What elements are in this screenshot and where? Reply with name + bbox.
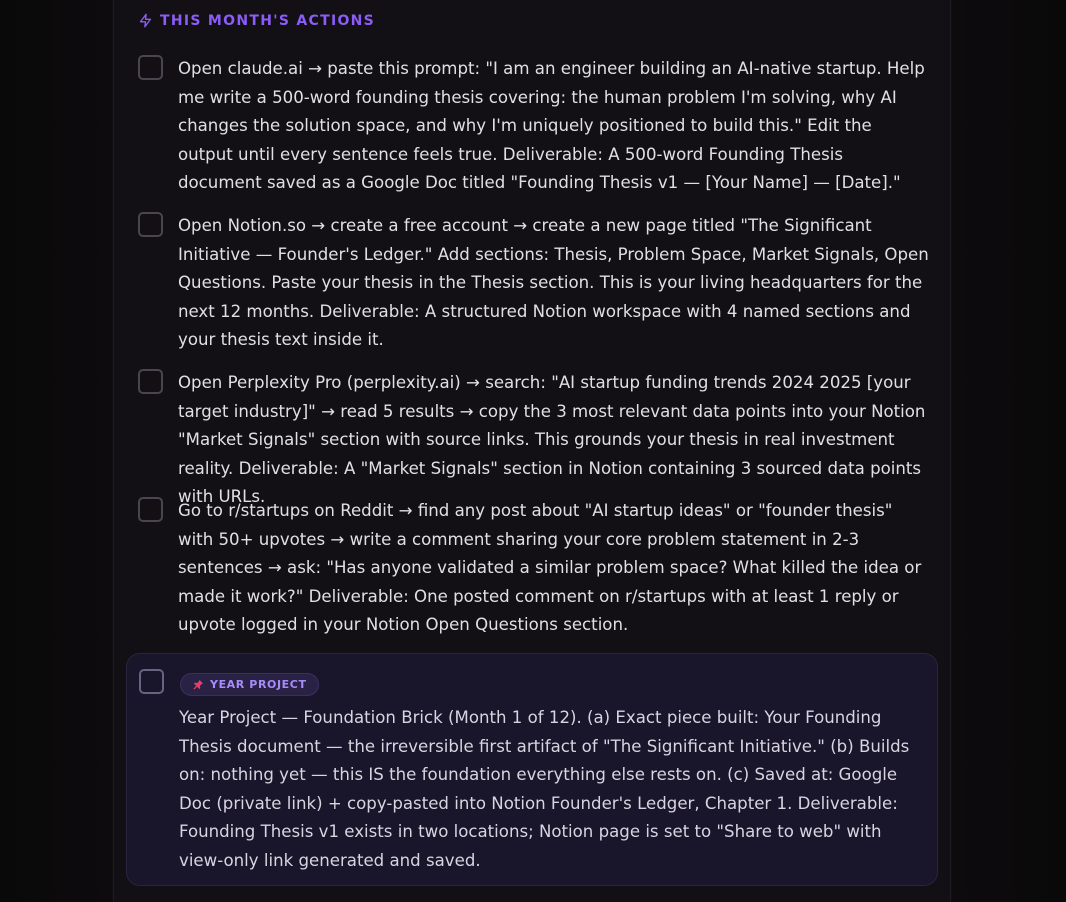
- pushpin-icon: [193, 679, 204, 690]
- year-project-text: Year Project — Foundation Brick (Month 1 of 12). (a) Exact piece built: Your Founding Thesis document — the irreversible first artifact of "The Significant Initiative." (b) Builds on: nothing yet — this IS the foundation everything else rests on. (c) Saved at: Google Doc (private link) + copy-pasted into Notion Founder's Ledger, Chapter 1. Deliverable: Founding Thesis v1 exists in two locations; Notion page is set to "Share to web" with view-only link generated and saved.: [179, 708, 910, 870]
- task-text: Open Notion.so → create a free account → create a new page titled "The Significant Initiative — Founder's Ledger." Add sections: Thesis, Problem Space, Market Signals, Open Questions. Paste your thesis in the Thesis section. This is your living headquarters for the next 12 months. Deliverable: A structured Notion workspace with 4 named sections and your thesis text inside it.: [178, 216, 929, 350]
- task-checkbox[interactable]: [138, 369, 163, 394]
- task-checkbox[interactable]: [138, 55, 163, 80]
- task-text: Open claude.ai → paste this prompt: "I am an engineer building an AI-native startup. Help me write a 500-word founding thesis covering: the human problem I'm solving, why AI changes the solution space, and why I'm uniquely positioned to build this." Edit the output until every sentence feels true. Deliverable: A 500-word Founding Thesis document saved as a Google Doc titled "Founding Thesis v1 — [Your Name] — [Date].": [178, 59, 925, 193]
- section-header: [138, 12, 375, 29]
- year-project-checkbox[interactable]: [139, 669, 164, 694]
- task-checkbox[interactable]: [138, 212, 163, 237]
- task-checkbox[interactable]: [138, 497, 163, 522]
- task-text: Open Perplexity Pro (perplexity.ai) → search: "AI startup funding trends 2024 2025 [your target industry]" → read 5 results → copy the 3 most relevant data points into your Notion "Market Signals" section with source links. This grounds your thesis in real investment reality. Deliverable: A "Market Signals" section in Notion containing 3 sourced data points with URLs.: [178, 373, 926, 507]
- year-project-badge: [180, 673, 319, 696]
- task-text: Go to r/startups on Reddit → find any post about "AI startup ideas" or "founder thesis" with 50+ upvotes → write a comment sharing your core problem statement in 2-3 sentences → ask: "Has anyone validated a similar problem space? What killed the idea or made it work?" Deliverable: One posted comment on r/startups with at least 1 reply or upvote logged in your Notion Open Questions section.: [178, 501, 922, 635]
- section-title: THIS MONTH'S ACTIONS: [160, 12, 376, 29]
- year-project-card: [126, 653, 938, 886]
- year-project-badge-label: YEAR PROJECT: [210, 678, 307, 691]
- lightning-bolt-icon: [138, 12, 153, 29]
